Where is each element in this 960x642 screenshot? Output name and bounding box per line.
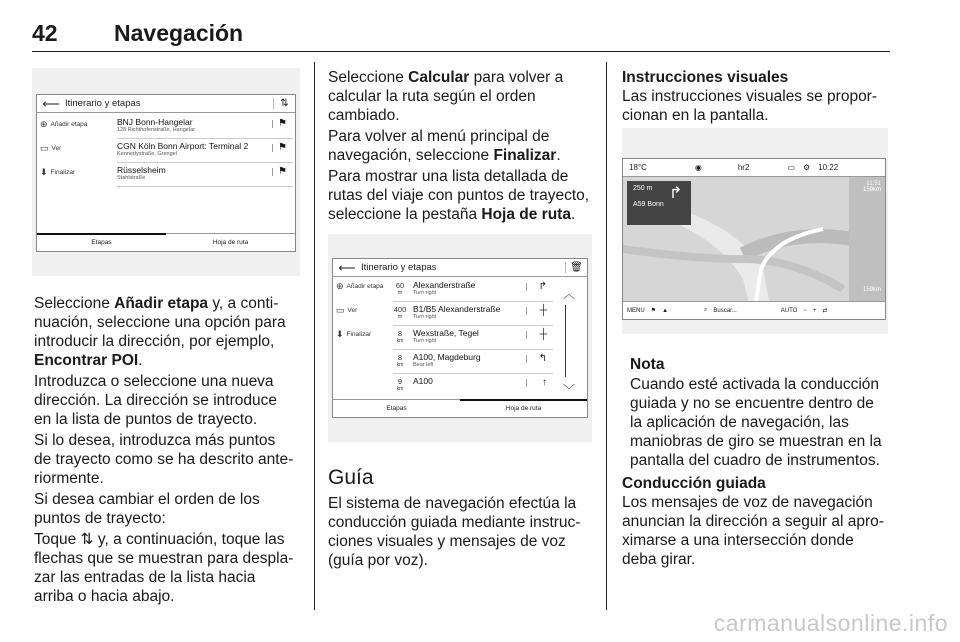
- screen-title: Itinerario y etapas: [65, 98, 141, 109]
- screenshot-itinerary-hoja-de-ruta: [328, 234, 592, 442]
- location-icon[interactable]: ◉: [694, 163, 702, 172]
- subsection: Conducción guiada Los mensajes de voz de navegación anuncian la dirección a seguir al apro- ximarse a una intersección donde deba girar.: [622, 475, 884, 568]
- screen-header: [37, 95, 295, 113]
- paragraph: Seleccione Calcular para volver a calcular la ruta según el orden cambiado.: [328, 69, 564, 124]
- map-icon: ▭: [40, 143, 49, 153]
- search-icon[interactable]: ⌕: [704, 307, 708, 313]
- side-view[interactable]: ▭ Ver: [40, 143, 62, 153]
- paragraph: Toque ⇅ y, a continuación, toque las flechas que se muestran para despla- zar las entradas de la lista hacia arriba o hacia abajo.: [34, 531, 294, 605]
- screenshot-map: [622, 128, 888, 334]
- paragraph: Para mostrar una lista detallada de rutas del viaje con puntos de trayecto, seleccione la pestaña Hoja de ruta.: [328, 168, 590, 223]
- paragraph: Seleccione Añadir etapa y, a conti- nuación, seleccione una opción para introducir la dirección, por ejemplo, Encontrar POI.: [34, 295, 286, 369]
- page-number: 42: [32, 20, 58, 46]
- note-body: Cuando esté activada la conducción guiada y no se encuentre dentro de la aplicación de navegación, las maniobras de giro se muestran en la pantalla del cuadro de instrumentos.: [630, 376, 882, 469]
- paragraph: El sistema de navegación efectúa la conducción guiada mediante instruc- ciones visuales y mensajes de voz (guía por voz).: [328, 495, 581, 569]
- subsection-heading: Conducción guiada: [622, 475, 766, 492]
- note-title: Nota: [630, 356, 665, 373]
- search-button[interactable]: Buscar...: [713, 307, 737, 314]
- paragraph: Para volver al menú principal de navegación, seleccione Finalizar.: [328, 128, 561, 164]
- eta-panel: 11:51 159km: [862, 181, 881, 193]
- table-row[interactable]: 8 km A100, Magdeburg Bear left ↰: [393, 350, 553, 374]
- flag-icon: ⚑: [278, 118, 287, 129]
- turn-right-icon: ↱: [669, 185, 683, 202]
- table-row[interactable]: 60 m Alexanderstraße Turn right ↱: [393, 278, 553, 302]
- radio-station: hr2: [737, 163, 750, 172]
- paragraph: Si desea cambiar el orden de los puntos de trayecto:: [34, 491, 260, 527]
- side-view[interactable]: ▭ Ver: [336, 305, 358, 315]
- add-circle-icon: ⊕: [40, 119, 48, 129]
- scroll-up-icon[interactable]: ︿: [562, 287, 575, 301]
- maneuver-distance: 250 m: [633, 185, 653, 192]
- trash-icon[interactable]: 🗑: [565, 262, 587, 273]
- tab-bar: [333, 399, 587, 417]
- map-view[interactable]: [623, 159, 886, 320]
- itinerary-screen: [36, 94, 296, 252]
- page-header: [32, 18, 890, 52]
- list-item[interactable]: BNJ Bonn-Hangelar 128 Richthofenstraße, Hangelar ⚑: [117, 115, 293, 139]
- paragraph: Introduzca o seleccione una nueva dirección. La dirección se introduce en la lista de puntos de trayecto.: [34, 373, 277, 428]
- map-toolbar: [623, 301, 885, 319]
- temperature: 18°C: [629, 163, 647, 172]
- side-finish[interactable]: ⬇ Finalizar: [40, 167, 76, 177]
- route-options-icon[interactable]: ⇄: [822, 308, 828, 314]
- flag-icon[interactable]: ⚑: [650, 308, 657, 314]
- pin-icon: ⬇: [336, 329, 344, 339]
- side-finish[interactable]: ⬇ Finalizar: [336, 329, 372, 339]
- tab-hoja-de-ruta[interactable]: Hoja de ruta: [212, 239, 249, 246]
- side-add-waypoint[interactable]: ⊕ Añadir etapa: [336, 281, 384, 291]
- tab-etapas[interactable]: Etapas: [386, 405, 407, 412]
- reorder-icon: ⇅: [80, 531, 94, 548]
- screen-title: Itinerario y etapas: [361, 262, 437, 273]
- column-divider: [314, 62, 315, 610]
- phone-icon[interactable]: ▭: [787, 163, 795, 172]
- table-row[interactable]: 8 km Wexstraße, Tegel Turn right ┼: [393, 326, 553, 350]
- table-row[interactable]: 400 m B1/B5 Alexanderstraße Turn right ┼: [393, 302, 553, 326]
- subsection-heading: Instrucciones visuales: [622, 69, 789, 86]
- remaining-distance: 159km: [862, 287, 881, 293]
- tab-bar: [37, 233, 295, 251]
- destination-flag-icon: ⚑: [278, 166, 287, 177]
- side-add-waypoint[interactable]: ⊕ Añadir etapa: [40, 119, 88, 129]
- back-arrow-icon[interactable]: ⟵: [42, 96, 60, 111]
- turn-right-icon: ┼: [539, 329, 547, 340]
- list-item[interactable]: Rüsselsheim Stahlstraße ⚑: [117, 163, 293, 187]
- turn-right-icon: ↱: [538, 281, 547, 292]
- flag-icon: ⚑: [278, 142, 287, 153]
- maneuver-road: A59 Bonn: [633, 201, 664, 208]
- zoom-in-icon[interactable]: +: [812, 307, 817, 314]
- map-status-bar: [623, 159, 885, 177]
- table-row[interactable]: 9 km A100 ↑: [396, 376, 547, 392]
- pin-icon: ⬇: [40, 167, 48, 177]
- scrollbar[interactable]: [565, 305, 566, 377]
- paragraph: Si lo desea, introduzca más puntos de trayecto como se ha descrito ante- riormente.: [34, 432, 294, 487]
- clock: 10:22: [818, 163, 839, 172]
- tab-hoja-de-ruta[interactable]: Hoja de ruta: [460, 400, 587, 417]
- gear-icon[interactable]: ⚙: [802, 163, 811, 172]
- bear-left-icon: ↰: [538, 353, 547, 364]
- section-heading: Guía: [328, 466, 374, 489]
- back-arrow-icon[interactable]: ⟵: [338, 260, 356, 275]
- subsection: Instrucciones visuales Las instrucciones visuales se propor- cionan en la pantalla.: [622, 69, 878, 124]
- zoom-auto-button[interactable]: AUTO: [780, 307, 798, 314]
- navigation-arrow-icon[interactable]: ▲: [662, 307, 669, 314]
- page-title: Navegación: [114, 20, 244, 46]
- menu-button[interactable]: MENU: [627, 307, 645, 314]
- zoom-out-icon[interactable]: −: [803, 307, 807, 314]
- straight-arrow-icon: ↑: [542, 377, 547, 388]
- watermark: carmanualsonline.info: [713, 610, 948, 636]
- turn-right-icon: ┼: [539, 305, 547, 316]
- scroll-down-icon[interactable]: ﹀: [562, 383, 575, 397]
- map-icon: ▭: [336, 305, 345, 315]
- screen-header: [333, 259, 587, 277]
- itinerary-screen: [332, 258, 588, 418]
- add-circle-icon: ⊕: [336, 281, 344, 291]
- map-screen: [622, 158, 886, 320]
- tab-etapas[interactable]: Etapas: [37, 234, 166, 251]
- screenshot-itinerary-etapas: [32, 68, 300, 276]
- reorder-icon[interactable]: ⇅: [273, 98, 295, 109]
- list-item[interactable]: CGN Köln Bonn Airport: Terminal 2 Kennedystraße, Grengel ⚑: [117, 139, 293, 163]
- column-divider: [606, 62, 607, 610]
